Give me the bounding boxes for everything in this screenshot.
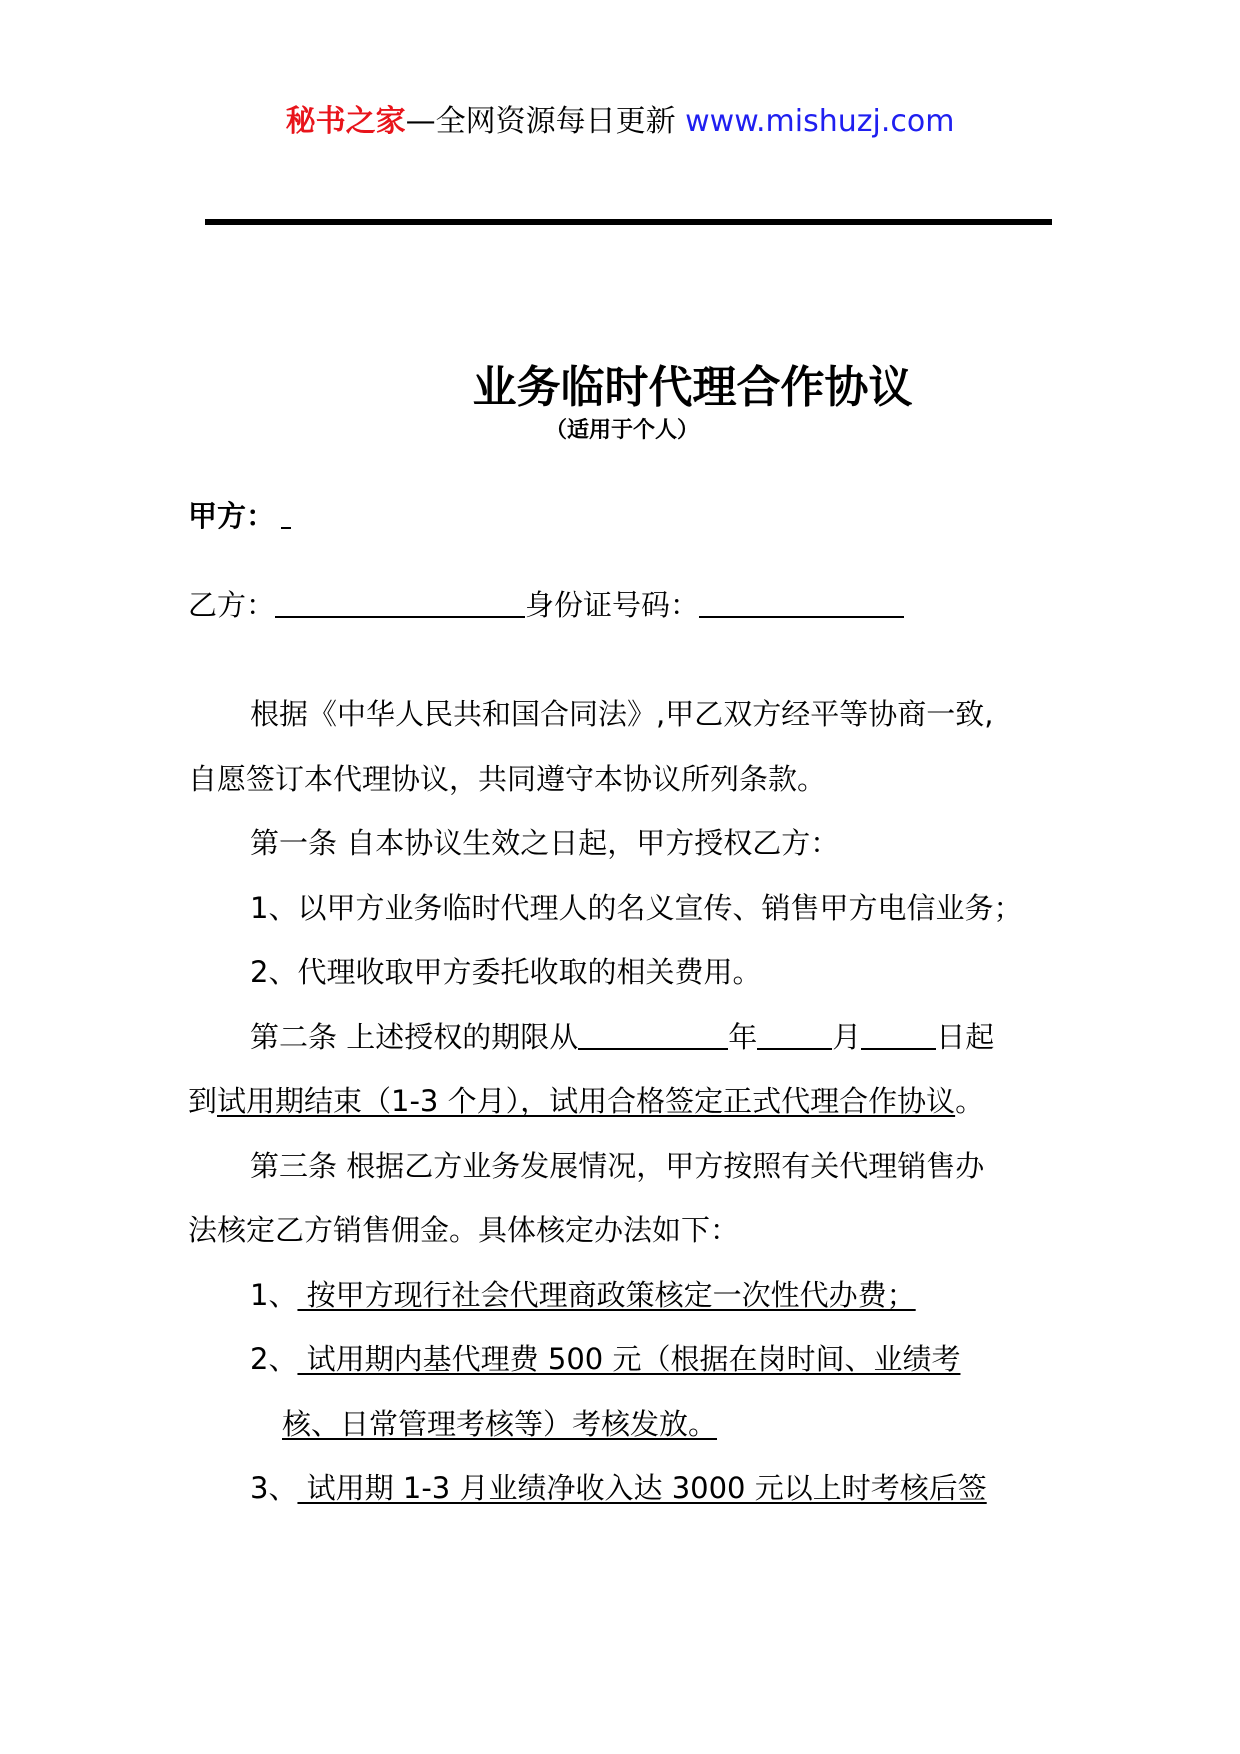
- article-2-to: 到: [188, 1084, 218, 1118]
- article-2-term: 试用期结束（1-3 个月），试用合格签定正式代理合作协议: [217, 1084, 956, 1118]
- item-2-text: 试用期内基代理费 500 元（根据在岗时间、业绩考: [297, 1342, 961, 1376]
- year-blank: [578, 1018, 728, 1050]
- item-1-number: 1、: [250, 1278, 298, 1312]
- document-subtitle: （适用于个人）: [545, 418, 700, 443]
- month-blank: [757, 1018, 832, 1050]
- article-1-item-2: 2、代理收取甲方委托收取的相关费用。: [250, 955, 762, 989]
- article-1-item-1: 1、以甲方业务临时代理人的名义宣传、销售甲方电信业务；: [250, 891, 1023, 925]
- party-b-label: 乙方：: [188, 588, 276, 622]
- party-b-line: [188, 585, 904, 625]
- site-header: [0, 102, 1240, 142]
- intro-line-1: 根据《中华人民共和国合同法》,甲乙双方经平等协商一致,: [250, 697, 994, 731]
- article-3-line-1: 第三条 根据乙方业务发展情况，甲方按照有关代理销售办: [250, 1149, 985, 1183]
- article-3-item-2: [250, 1339, 960, 1379]
- brand-name: 秘书之家: [285, 104, 406, 139]
- article-2-line-1: [250, 1017, 994, 1057]
- article-3-item-2-cont: [282, 1404, 717, 1444]
- document-title: 业务临时代理合作协议: [472, 362, 913, 413]
- header-tagline: —全网资源每日更新: [405, 104, 686, 139]
- item-3-number: 3、: [250, 1471, 298, 1505]
- party-a-blank: [281, 497, 291, 529]
- id-number-blank: [699, 586, 904, 618]
- header-divider: [205, 219, 1052, 225]
- article-3-item-1: [250, 1275, 916, 1315]
- article-2-prefix: 第二条 上述授权的期限从: [250, 1020, 579, 1054]
- party-b-blank: [275, 586, 525, 618]
- month-label: 月: [832, 1020, 862, 1054]
- item-1-text: 按甲方现行社会代理商政策核定一次性代办费；: [297, 1278, 916, 1312]
- article-2-line-2: [188, 1081, 984, 1121]
- party-a-label: 甲方：: [188, 499, 276, 533]
- item-2-text-cont: 核、日常管理考核等）考核发放。: [282, 1407, 718, 1441]
- article-1: 第一条 自本协议生效之日起，甲方授权乙方：: [250, 826, 840, 860]
- day-label: 日起: [936, 1020, 995, 1054]
- article-2-period: 。: [955, 1084, 985, 1118]
- year-label: 年: [728, 1020, 758, 1054]
- day-blank: [861, 1018, 936, 1050]
- party-a-line: [188, 496, 291, 536]
- intro-line-2: 自愿签订本代理协议，共同遵守本协议所列条款。: [188, 762, 827, 796]
- article-3-item-3: [250, 1468, 987, 1508]
- id-number-label: 身份证号码：: [525, 588, 700, 622]
- item-2-number: 2、: [250, 1342, 298, 1376]
- site-url-link[interactable]: www.mishuzj.com: [685, 104, 955, 139]
- article-3-line-2: 法核定乙方销售佣金。具体核定办法如下：: [188, 1213, 740, 1247]
- item-3-text: 试用期 1-3 月业绩净收入达 3000 元以上时考核后签: [297, 1471, 987, 1505]
